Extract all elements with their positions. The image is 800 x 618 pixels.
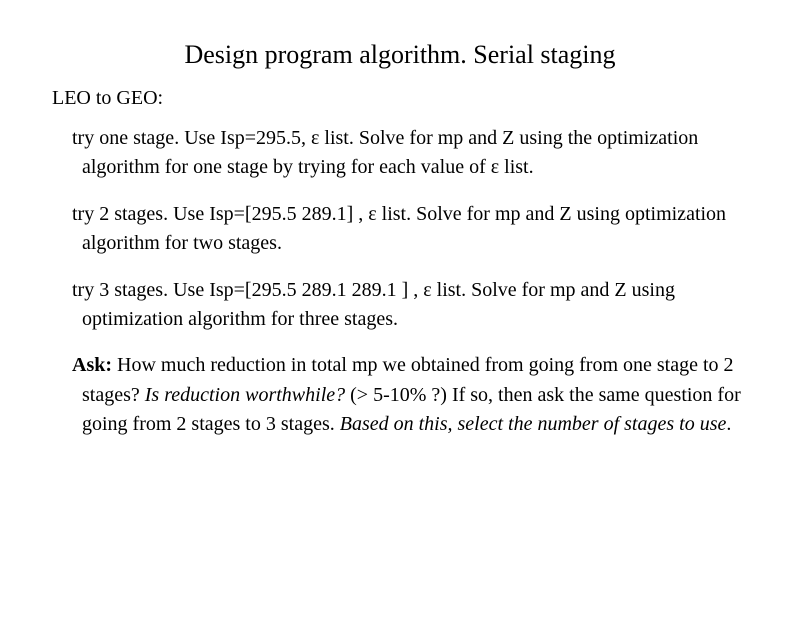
intro-line: LEO to GEO: xyxy=(52,87,164,109)
ask-emphasis-2: Based on this, select the number of stages to use xyxy=(339,413,727,436)
list-item-two-stages: try 2 stages. Use Isp=[295.5 289.1] , ε list. Solve for mp and Z using optimization algorithm for two stages. xyxy=(72,202,727,255)
list-item-one-stage: try one stage. Use Isp=295.5, ε list. Solve for mp and Z using the optimization algorithm for one stage by trying for each value of ε list. xyxy=(72,127,699,179)
list-item-three-stages: try 3 stages. Use Isp=[295.5 289.1 289.1 ] , ε list. Solve for mp and Z using optimization algorithm for three stages. xyxy=(72,278,675,330)
page-title: Design program algorithm. Serial staging xyxy=(184,40,616,69)
ask-text-part1: How much reduction in total mp we obtained from going from one stage to 2 stages? xyxy=(82,354,734,406)
ask-text-part3: . xyxy=(726,413,732,436)
list-item-ask xyxy=(64,351,764,439)
ask-label: Ask: xyxy=(72,354,113,377)
ask-emphasis-1: Is reduction worthwhile? xyxy=(144,383,346,406)
ask-text-part2: (> 5-10% ?) If so, then ask the same question for going from 2 stages to 3 stages. xyxy=(82,383,741,436)
body-list xyxy=(64,124,764,440)
